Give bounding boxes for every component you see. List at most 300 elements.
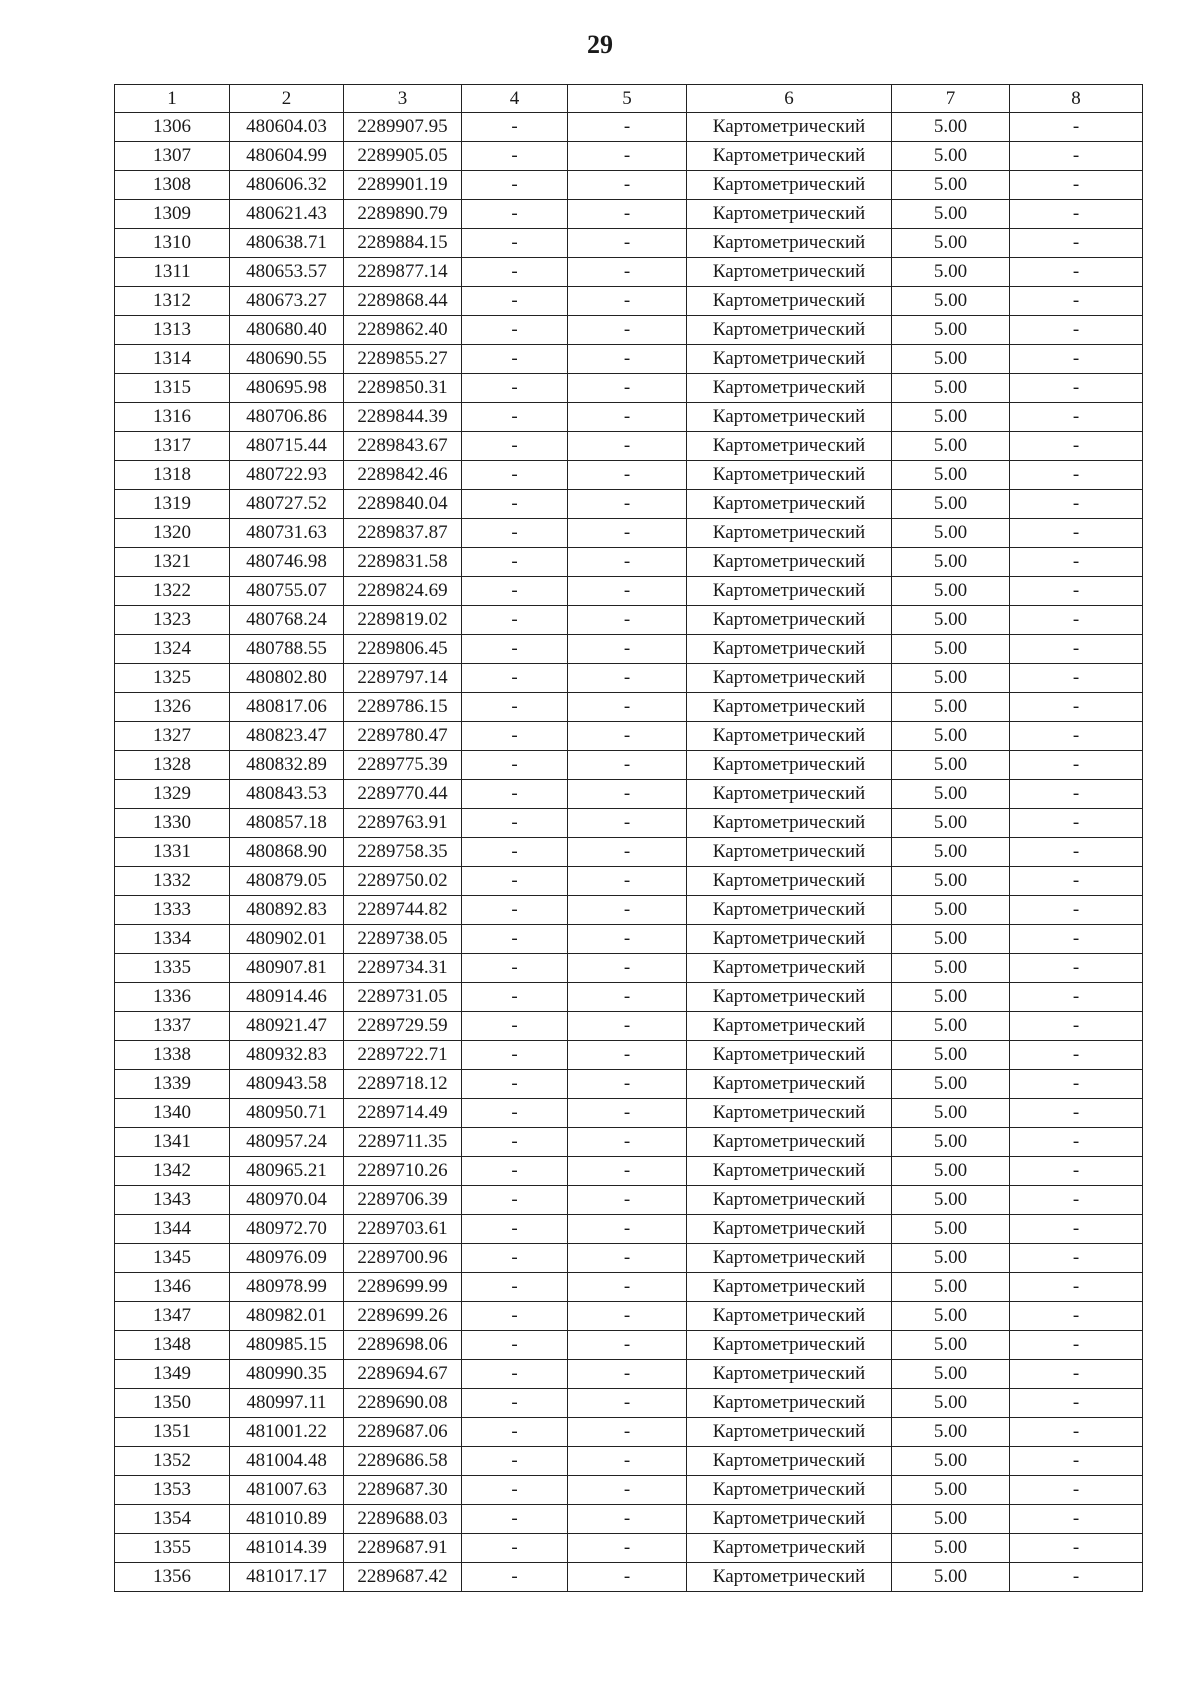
- x-coordinate-cell: 480731.63: [230, 519, 344, 548]
- method-cell: Картометрический: [687, 780, 892, 809]
- column-8-cell: -: [1010, 374, 1143, 403]
- column-5-cell: -: [568, 780, 687, 809]
- method-cell: Картометрический: [687, 1157, 892, 1186]
- table-row: [115, 1157, 1143, 1186]
- point-number-cell: 1356: [115, 1563, 230, 1592]
- column-5-cell: -: [568, 1302, 687, 1331]
- accuracy-cell: 5.00: [892, 258, 1010, 287]
- point-number-cell: 1339: [115, 1070, 230, 1099]
- point-number-cell: 1343: [115, 1186, 230, 1215]
- point-number-cell: 1344: [115, 1215, 230, 1244]
- column-8-cell: -: [1010, 722, 1143, 751]
- x-coordinate-cell: 480823.47: [230, 722, 344, 751]
- column-4-cell: -: [462, 1157, 568, 1186]
- method-cell: Картометрический: [687, 432, 892, 461]
- column-5-cell: -: [568, 577, 687, 606]
- table-row: [115, 1041, 1143, 1070]
- y-coordinate-cell: 2289907.95: [344, 113, 462, 142]
- y-coordinate-cell: 2289699.99: [344, 1273, 462, 1302]
- column-4-cell: -: [462, 490, 568, 519]
- method-cell: Картометрический: [687, 1505, 892, 1534]
- column-8-cell: -: [1010, 1505, 1143, 1534]
- method-cell: Картометрический: [687, 751, 892, 780]
- column-8-cell: -: [1010, 751, 1143, 780]
- point-number-cell: 1327: [115, 722, 230, 751]
- x-coordinate-cell: 481004.48: [230, 1447, 344, 1476]
- column-8-cell: -: [1010, 635, 1143, 664]
- column-5-cell: -: [568, 954, 687, 983]
- column-4-cell: -: [462, 548, 568, 577]
- column-8-cell: -: [1010, 1331, 1143, 1360]
- column-4-cell: -: [462, 1099, 568, 1128]
- table-row: [115, 664, 1143, 693]
- column-5-cell: -: [568, 896, 687, 925]
- column-5-cell: -: [568, 867, 687, 896]
- method-cell: Картометрический: [687, 954, 892, 983]
- accuracy-cell: 5.00: [892, 693, 1010, 722]
- accuracy-cell: 5.00: [892, 896, 1010, 925]
- table-row: [115, 461, 1143, 490]
- x-coordinate-cell: 481010.89: [230, 1505, 344, 1534]
- column-4-cell: -: [462, 316, 568, 345]
- method-cell: Картометрический: [687, 1070, 892, 1099]
- x-coordinate-cell: 480755.07: [230, 577, 344, 606]
- column-5-cell: -: [568, 142, 687, 171]
- column-5-cell: -: [568, 722, 687, 751]
- x-coordinate-cell: 481017.17: [230, 1563, 344, 1592]
- y-coordinate-cell: 2289738.05: [344, 925, 462, 954]
- column-8-cell: -: [1010, 1389, 1143, 1418]
- accuracy-cell: 5.00: [892, 577, 1010, 606]
- point-number-cell: 1340: [115, 1099, 230, 1128]
- x-coordinate-cell: 480990.35: [230, 1360, 344, 1389]
- table-row: [115, 1099, 1143, 1128]
- x-coordinate-cell: 480604.99: [230, 142, 344, 171]
- column-4-cell: -: [462, 606, 568, 635]
- accuracy-cell: 5.00: [892, 1563, 1010, 1592]
- method-cell: Картометрический: [687, 1244, 892, 1273]
- x-coordinate-cell: 480727.52: [230, 490, 344, 519]
- accuracy-cell: 5.00: [892, 1041, 1010, 1070]
- x-coordinate-cell: 480972.70: [230, 1215, 344, 1244]
- table-row: [115, 345, 1143, 374]
- column-5-cell: -: [568, 1012, 687, 1041]
- y-coordinate-cell: 2289722.71: [344, 1041, 462, 1070]
- table-row: [115, 1215, 1143, 1244]
- y-coordinate-cell: 2289850.31: [344, 374, 462, 403]
- column-5-cell: -: [568, 200, 687, 229]
- point-number-cell: 1324: [115, 635, 230, 664]
- point-number-cell: 1329: [115, 780, 230, 809]
- column-4-cell: -: [462, 925, 568, 954]
- method-cell: Картометрический: [687, 1534, 892, 1563]
- accuracy-cell: 5.00: [892, 229, 1010, 258]
- x-coordinate-cell: 480788.55: [230, 635, 344, 664]
- table-row: [115, 548, 1143, 577]
- column-5-cell: -: [568, 287, 687, 316]
- y-coordinate-cell: 2289734.31: [344, 954, 462, 983]
- x-coordinate-cell: 480957.24: [230, 1128, 344, 1157]
- column-4-cell: -: [462, 751, 568, 780]
- point-number-cell: 1352: [115, 1447, 230, 1476]
- table-row: [115, 722, 1143, 751]
- column-4-cell: -: [462, 1389, 568, 1418]
- x-coordinate-cell: 480621.43: [230, 200, 344, 229]
- y-coordinate-cell: 2289844.39: [344, 403, 462, 432]
- accuracy-cell: 5.00: [892, 1302, 1010, 1331]
- column-5-cell: -: [568, 345, 687, 374]
- table-row: [115, 1534, 1143, 1563]
- column-4-cell: -: [462, 1534, 568, 1563]
- column-5-cell: -: [568, 1389, 687, 1418]
- method-cell: Картометрический: [687, 1128, 892, 1157]
- method-cell: Картометрический: [687, 519, 892, 548]
- table-row: [115, 1244, 1143, 1273]
- column-5-cell: -: [568, 925, 687, 954]
- method-cell: Картометрический: [687, 1360, 892, 1389]
- method-cell: Картометрический: [687, 548, 892, 577]
- y-coordinate-cell: 2289700.96: [344, 1244, 462, 1273]
- accuracy-cell: 5.00: [892, 809, 1010, 838]
- table-body: [115, 113, 1143, 1592]
- x-coordinate-cell: 481007.63: [230, 1476, 344, 1505]
- accuracy-cell: 5.00: [892, 1418, 1010, 1447]
- column-8-cell: -: [1010, 983, 1143, 1012]
- accuracy-cell: 5.00: [892, 1505, 1010, 1534]
- table-row: [115, 896, 1143, 925]
- y-coordinate-cell: 2289842.46: [344, 461, 462, 490]
- column-8-cell: -: [1010, 1534, 1143, 1563]
- point-number-cell: 1309: [115, 200, 230, 229]
- method-cell: Картометрический: [687, 258, 892, 287]
- point-number-cell: 1322: [115, 577, 230, 606]
- column-4-cell: -: [462, 577, 568, 606]
- x-coordinate-cell: 480722.93: [230, 461, 344, 490]
- accuracy-cell: 5.00: [892, 200, 1010, 229]
- y-coordinate-cell: 2289786.15: [344, 693, 462, 722]
- y-coordinate-cell: 2289868.44: [344, 287, 462, 316]
- column-8-cell: -: [1010, 229, 1143, 258]
- accuracy-cell: 5.00: [892, 1012, 1010, 1041]
- column-4-cell: -: [462, 519, 568, 548]
- accuracy-cell: 5.00: [892, 1360, 1010, 1389]
- y-coordinate-cell: 2289744.82: [344, 896, 462, 925]
- column-4-cell: -: [462, 1041, 568, 1070]
- column-8-cell: -: [1010, 577, 1143, 606]
- point-number-cell: 1353: [115, 1476, 230, 1505]
- x-coordinate-cell: 480673.27: [230, 287, 344, 316]
- column-8-cell: -: [1010, 1302, 1143, 1331]
- column-5-cell: -: [568, 1186, 687, 1215]
- table-row: [115, 1360, 1143, 1389]
- x-coordinate-cell: 480832.89: [230, 751, 344, 780]
- point-number-cell: 1354: [115, 1505, 230, 1534]
- column-8-cell: -: [1010, 142, 1143, 171]
- accuracy-cell: 5.00: [892, 664, 1010, 693]
- x-coordinate-cell: 480982.01: [230, 1302, 344, 1331]
- method-cell: Картометрический: [687, 1476, 892, 1505]
- header-cell-6: 6: [687, 85, 892, 113]
- column-4-cell: -: [462, 1273, 568, 1302]
- table-row: [115, 403, 1143, 432]
- column-4-cell: -: [462, 780, 568, 809]
- y-coordinate-cell: 2289758.35: [344, 838, 462, 867]
- column-4-cell: -: [462, 1505, 568, 1534]
- accuracy-cell: 5.00: [892, 1447, 1010, 1476]
- column-4-cell: -: [462, 461, 568, 490]
- y-coordinate-cell: 2289731.05: [344, 983, 462, 1012]
- x-coordinate-cell: 480932.83: [230, 1041, 344, 1070]
- method-cell: Картометрический: [687, 983, 892, 1012]
- point-number-cell: 1306: [115, 113, 230, 142]
- column-5-cell: -: [568, 374, 687, 403]
- x-coordinate-cell: 480914.46: [230, 983, 344, 1012]
- column-8-cell: -: [1010, 1186, 1143, 1215]
- table-row: [115, 809, 1143, 838]
- table-row: [115, 1128, 1143, 1157]
- column-4-cell: -: [462, 693, 568, 722]
- column-8-cell: -: [1010, 200, 1143, 229]
- accuracy-cell: 5.00: [892, 838, 1010, 867]
- column-5-cell: -: [568, 1070, 687, 1099]
- table-row: [115, 229, 1143, 258]
- table-row: [115, 1447, 1143, 1476]
- column-5-cell: -: [568, 1099, 687, 1128]
- y-coordinate-cell: 2289703.61: [344, 1215, 462, 1244]
- x-coordinate-cell: 480606.32: [230, 171, 344, 200]
- column-8-cell: -: [1010, 896, 1143, 925]
- point-number-cell: 1349: [115, 1360, 230, 1389]
- method-cell: Картометрический: [687, 200, 892, 229]
- y-coordinate-cell: 2289688.03: [344, 1505, 462, 1534]
- column-5-cell: -: [568, 983, 687, 1012]
- x-coordinate-cell: 480680.40: [230, 316, 344, 345]
- method-cell: Картометрический: [687, 722, 892, 751]
- accuracy-cell: 5.00: [892, 1331, 1010, 1360]
- table-row: [115, 316, 1143, 345]
- column-4-cell: -: [462, 432, 568, 461]
- accuracy-cell: 5.00: [892, 403, 1010, 432]
- point-number-cell: 1330: [115, 809, 230, 838]
- accuracy-cell: 5.00: [892, 519, 1010, 548]
- column-4-cell: -: [462, 635, 568, 664]
- column-8-cell: -: [1010, 664, 1143, 693]
- x-coordinate-cell: 480985.15: [230, 1331, 344, 1360]
- column-8-cell: -: [1010, 1418, 1143, 1447]
- column-8-cell: -: [1010, 1157, 1143, 1186]
- column-5-cell: -: [568, 1331, 687, 1360]
- method-cell: Картометрический: [687, 1302, 892, 1331]
- method-cell: Картометрический: [687, 1273, 892, 1302]
- method-cell: Картометрический: [687, 838, 892, 867]
- table-row: [115, 1389, 1143, 1418]
- y-coordinate-cell: 2289710.26: [344, 1157, 462, 1186]
- column-4-cell: -: [462, 258, 568, 287]
- accuracy-cell: 5.00: [892, 374, 1010, 403]
- accuracy-cell: 5.00: [892, 490, 1010, 519]
- column-8-cell: -: [1010, 1244, 1143, 1273]
- header-cell-5: 5: [568, 85, 687, 113]
- accuracy-cell: 5.00: [892, 287, 1010, 316]
- x-coordinate-cell: 480715.44: [230, 432, 344, 461]
- point-number-cell: 1313: [115, 316, 230, 345]
- method-cell: Картометрический: [687, 316, 892, 345]
- column-5-cell: -: [568, 316, 687, 345]
- column-4-cell: -: [462, 200, 568, 229]
- column-8-cell: -: [1010, 113, 1143, 142]
- x-coordinate-cell: 480997.11: [230, 1389, 344, 1418]
- column-5-cell: -: [568, 635, 687, 664]
- point-number-cell: 1308: [115, 171, 230, 200]
- point-number-cell: 1346: [115, 1273, 230, 1302]
- y-coordinate-cell: 2289780.47: [344, 722, 462, 751]
- header-cell-1: 1: [115, 85, 230, 113]
- point-number-cell: 1345: [115, 1244, 230, 1273]
- table-header: [115, 85, 1143, 113]
- point-number-cell: 1335: [115, 954, 230, 983]
- point-number-cell: 1337: [115, 1012, 230, 1041]
- table-row: [115, 1505, 1143, 1534]
- method-cell: Картометрический: [687, 1099, 892, 1128]
- point-number-cell: 1341: [115, 1128, 230, 1157]
- table-row: [115, 200, 1143, 229]
- point-number-cell: 1326: [115, 693, 230, 722]
- header-cell-3: 3: [344, 85, 462, 113]
- column-4-cell: -: [462, 1447, 568, 1476]
- column-8-cell: -: [1010, 780, 1143, 809]
- x-coordinate-cell: 480943.58: [230, 1070, 344, 1099]
- header-cell-2: 2: [230, 85, 344, 113]
- y-coordinate-cell: 2289797.14: [344, 664, 462, 693]
- column-5-cell: -: [568, 1418, 687, 1447]
- column-8-cell: -: [1010, 1215, 1143, 1244]
- table-row: [115, 1012, 1143, 1041]
- y-coordinate-cell: 2289706.39: [344, 1186, 462, 1215]
- column-5-cell: -: [568, 113, 687, 142]
- column-5-cell: -: [568, 461, 687, 490]
- column-4-cell: -: [462, 1302, 568, 1331]
- column-5-cell: -: [568, 693, 687, 722]
- method-cell: Картометрический: [687, 1447, 892, 1476]
- table-row: [115, 1186, 1143, 1215]
- y-coordinate-cell: 2289831.58: [344, 548, 462, 577]
- column-8-cell: -: [1010, 838, 1143, 867]
- y-coordinate-cell: 2289840.04: [344, 490, 462, 519]
- column-8-cell: -: [1010, 519, 1143, 548]
- method-cell: Картометрический: [687, 113, 892, 142]
- point-number-cell: 1328: [115, 751, 230, 780]
- accuracy-cell: 5.00: [892, 316, 1010, 345]
- column-4-cell: -: [462, 867, 568, 896]
- point-number-cell: 1312: [115, 287, 230, 316]
- column-8-cell: -: [1010, 1447, 1143, 1476]
- y-coordinate-cell: 2289905.05: [344, 142, 462, 171]
- table-row: [115, 983, 1143, 1012]
- x-coordinate-cell: 481001.22: [230, 1418, 344, 1447]
- accuracy-cell: 5.00: [892, 780, 1010, 809]
- column-5-cell: -: [568, 1273, 687, 1302]
- column-4-cell: -: [462, 113, 568, 142]
- y-coordinate-cell: 2289750.02: [344, 867, 462, 896]
- column-8-cell: -: [1010, 867, 1143, 896]
- accuracy-cell: 5.00: [892, 635, 1010, 664]
- column-4-cell: -: [462, 1418, 568, 1447]
- table-row: [115, 577, 1143, 606]
- column-4-cell: -: [462, 838, 568, 867]
- column-8-cell: -: [1010, 490, 1143, 519]
- point-number-cell: 1347: [115, 1302, 230, 1331]
- method-cell: Картометрический: [687, 809, 892, 838]
- method-cell: Картометрический: [687, 896, 892, 925]
- point-number-cell: 1350: [115, 1389, 230, 1418]
- y-coordinate-cell: 2289686.58: [344, 1447, 462, 1476]
- column-8-cell: -: [1010, 1476, 1143, 1505]
- column-5-cell: -: [568, 809, 687, 838]
- header-cell-7: 7: [892, 85, 1010, 113]
- column-8-cell: -: [1010, 432, 1143, 461]
- column-4-cell: -: [462, 1244, 568, 1273]
- accuracy-cell: 5.00: [892, 1244, 1010, 1273]
- point-number-cell: 1323: [115, 606, 230, 635]
- point-number-cell: 1316: [115, 403, 230, 432]
- table-row: [115, 432, 1143, 461]
- y-coordinate-cell: 2289687.91: [344, 1534, 462, 1563]
- column-8-cell: -: [1010, 1070, 1143, 1099]
- column-4-cell: -: [462, 954, 568, 983]
- y-coordinate-cell: 2289687.06: [344, 1418, 462, 1447]
- table-row: [115, 838, 1143, 867]
- table-row: [115, 635, 1143, 664]
- y-coordinate-cell: 2289824.69: [344, 577, 462, 606]
- x-coordinate-cell: 480950.71: [230, 1099, 344, 1128]
- accuracy-cell: 5.00: [892, 1186, 1010, 1215]
- column-4-cell: -: [462, 983, 568, 1012]
- table-row: [115, 374, 1143, 403]
- table-row: [115, 113, 1143, 142]
- point-number-cell: 1310: [115, 229, 230, 258]
- column-5-cell: -: [568, 1534, 687, 1563]
- table-row: [115, 519, 1143, 548]
- y-coordinate-cell: 2289763.91: [344, 809, 462, 838]
- table-row: [115, 780, 1143, 809]
- column-5-cell: -: [568, 1476, 687, 1505]
- column-8-cell: -: [1010, 1563, 1143, 1592]
- y-coordinate-cell: 2289718.12: [344, 1070, 462, 1099]
- table-row: [115, 1476, 1143, 1505]
- table-row: [115, 867, 1143, 896]
- y-coordinate-cell: 2289890.79: [344, 200, 462, 229]
- point-number-cell: 1314: [115, 345, 230, 374]
- method-cell: Картометрический: [687, 1418, 892, 1447]
- accuracy-cell: 5.00: [892, 432, 1010, 461]
- table-row: [115, 954, 1143, 983]
- y-coordinate-cell: 2289699.26: [344, 1302, 462, 1331]
- column-4-cell: -: [462, 345, 568, 374]
- x-coordinate-cell: 480879.05: [230, 867, 344, 896]
- x-coordinate-cell: 480817.06: [230, 693, 344, 722]
- accuracy-cell: 5.00: [892, 1273, 1010, 1302]
- column-5-cell: -: [568, 1563, 687, 1592]
- accuracy-cell: 5.00: [892, 1157, 1010, 1186]
- point-number-cell: 1351: [115, 1418, 230, 1447]
- accuracy-cell: 5.00: [892, 1070, 1010, 1099]
- column-8-cell: -: [1010, 1099, 1143, 1128]
- header-cell-8: 8: [1010, 85, 1143, 113]
- point-number-cell: 1325: [115, 664, 230, 693]
- accuracy-cell: 5.00: [892, 345, 1010, 374]
- method-cell: Картометрический: [687, 867, 892, 896]
- column-4-cell: -: [462, 374, 568, 403]
